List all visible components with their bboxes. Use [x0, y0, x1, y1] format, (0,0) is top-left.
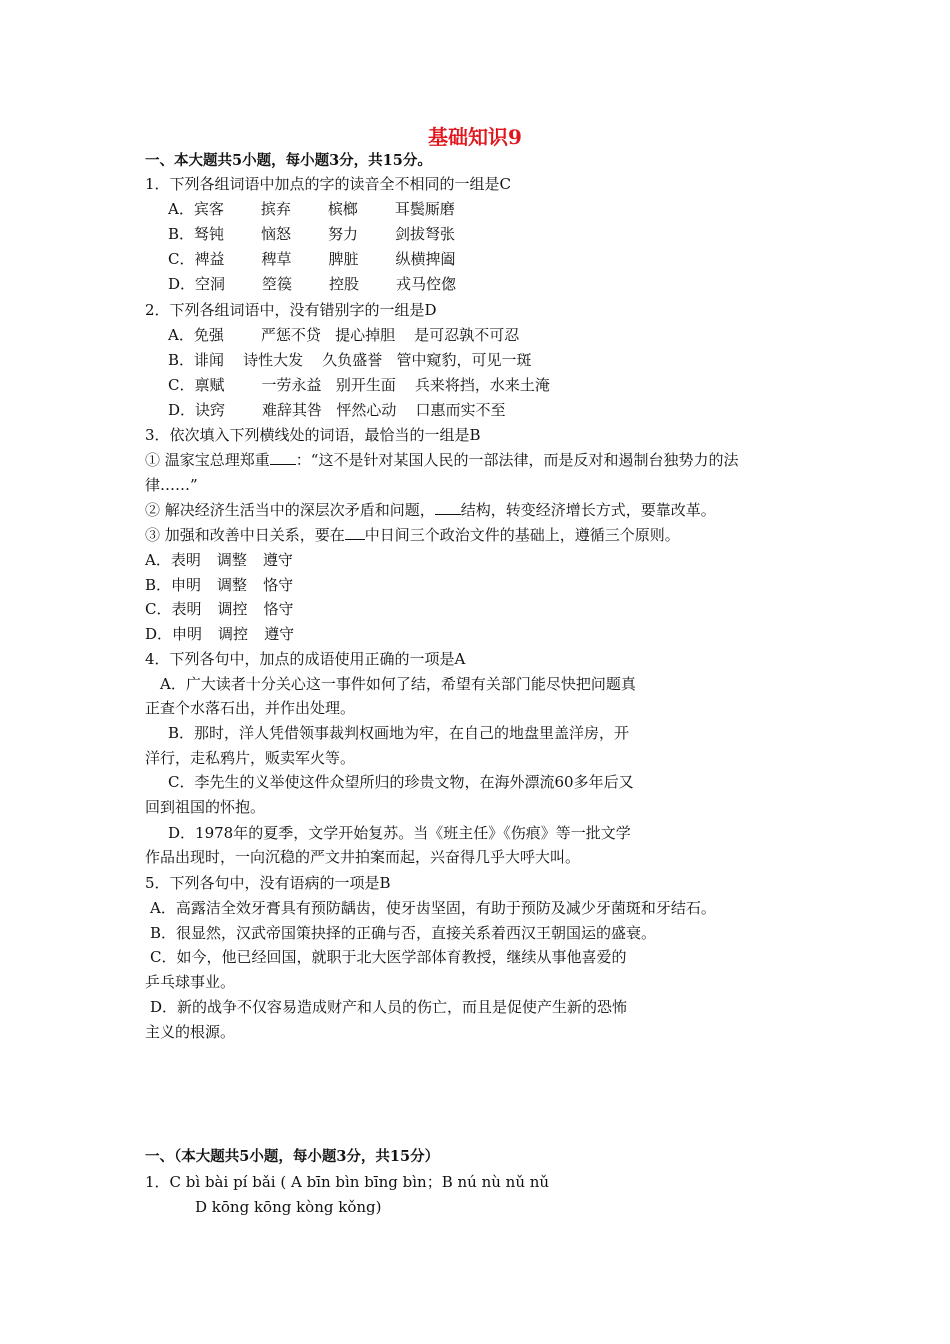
question-4-stem: 4．下列各句中，加点的成语使用正确的一项是A — [145, 650, 466, 668]
q2-option-d: D．诀窍 难辞其咎 怦然心动 口惠而实不至 — [168, 401, 506, 419]
answer-line-2: D kōng kōng kòng kǒng) — [195, 1198, 382, 1216]
q5-option-c-cont: 乒乓球事业。 — [145, 973, 236, 991]
q3-sentence-2: ② 解决经济生活当中的深层次矛盾和问题， 结构，转变经济增长方式，要靠改革。 — [145, 501, 716, 519]
question-1-stem: 1．下列各组词语中加点的字的读音全不相同的一组是C — [145, 175, 512, 193]
q5-option-a: A．高露洁全效牙膏具有预防龋齿，使牙齿坚固，有助于预防及减少牙菌斑和牙结石。 — [150, 899, 716, 917]
q1-option-a: A．宾客 摈弃 槟榔 耳鬓厮磨 — [168, 200, 455, 218]
q4-option-b-cont: 洋行，走私鸦片，贩卖军火等。 — [145, 749, 356, 767]
q1-option-d: D．空洞 箜篌 控股 戎马倥偬 — [168, 275, 457, 293]
q1-option-b: B．驽钝 恼怒 努力 剑拔弩张 — [168, 225, 456, 243]
q1-option-c: C．裨益 稗草 脾脏 纵横捭阖 — [168, 250, 456, 268]
q3-sentence-1: ① 温家宝总理郑重 ：“这不是针对某国人民的一部法律，而是反对和遏制台独势力的法 — [145, 451, 739, 469]
q4-option-c-cont: 回到祖国的怀抱。 — [145, 798, 266, 816]
q2-option-c: C．禀赋 一劳永益 别开生面 兵来将挡，水来土淹 — [168, 376, 550, 394]
q3-option-a: A．表明 调整 遵守 — [145, 551, 293, 569]
q4-option-a-cont: 正查个水落石出，并作出处理。 — [145, 699, 356, 717]
q3-option-c: C．表明 调控 恪守 — [145, 600, 294, 618]
q4-option-a: A．广大读者十分关心这一事件如何了结，希望有关部门能尽快把问题真 — [160, 675, 636, 693]
q4-option-d: D．1978年的夏季，文学开始复苏。当《班主任》《伤痕》等一批文学 — [168, 824, 631, 842]
page-title: 基础知识9 — [428, 125, 522, 149]
q3-option-b: B．申明 调整 恪守 — [145, 576, 294, 594]
q5-option-b: B．很显然，汉武帝国策抉择的正确与否，直接关系着西汉王朝国运的盛衰。 — [150, 924, 657, 942]
fill-blank — [270, 450, 296, 465]
fill-blank — [345, 525, 365, 540]
q3-sentence-3: ③ 加强和改善中日关系，要在 中日间三个政治文件的基础上，遵循三个原则。 — [145, 526, 680, 544]
q3-option-d: D．申明 调控 遵守 — [145, 625, 295, 643]
question-5-stem: 5．下列各句中，没有语病的一项是B — [145, 874, 391, 892]
q4-option-b: B．那时，洋人凭借领事裁判权画地为牢，在自己的地盘里盖洋房，开 — [168, 724, 630, 742]
q4-option-c: C．李先生的义举使这件众望所归的珍贵文物，在海外漂流60多年后又 — [168, 773, 634, 791]
question-2-stem: 2．下列各组词语中，没有错别字的一组是D — [145, 301, 437, 319]
q5-option-c: C．如今，他已经回国，就职于北大医学部体育教授，继续从事他喜爱的 — [150, 948, 627, 966]
question-3-stem: 3．依次填入下列横线处的词语，最恰当的一组是B — [145, 426, 481, 444]
fill-blank — [435, 500, 461, 515]
q5-option-d: D．新的战争不仅容易造成财产和人员的伤亡，而且是促使产生新的恐怖 — [150, 998, 628, 1016]
q3-sentence-1-cont: 律……” — [145, 476, 198, 494]
answer-line-1: 1．C bì bài pí bǎi ( A bīn bìn bīng bìn；B nú nù nǔ nǔ — [145, 1173, 550, 1191]
q4-option-d-cont: 作品出现时，一向沉稳的严文井拍案而起，兴奋得几乎大呼大叫。 — [145, 848, 581, 866]
q5-option-d-cont: 主义的根源。 — [145, 1023, 236, 1041]
answers-header: 一、（本大题共5小题，每小题3分，共15分） — [145, 1148, 440, 1165]
section-header: 一、本大题共5小题，每小题3分，共15分。 — [145, 152, 432, 169]
q2-option-a: A．免强 严惩不贷 提心掉胆 是可忍孰不可忍 — [168, 326, 520, 344]
q2-option-b: B．诽闻 诗性大发 久负盛誉 管中窥豹，可见一斑 — [168, 351, 532, 369]
